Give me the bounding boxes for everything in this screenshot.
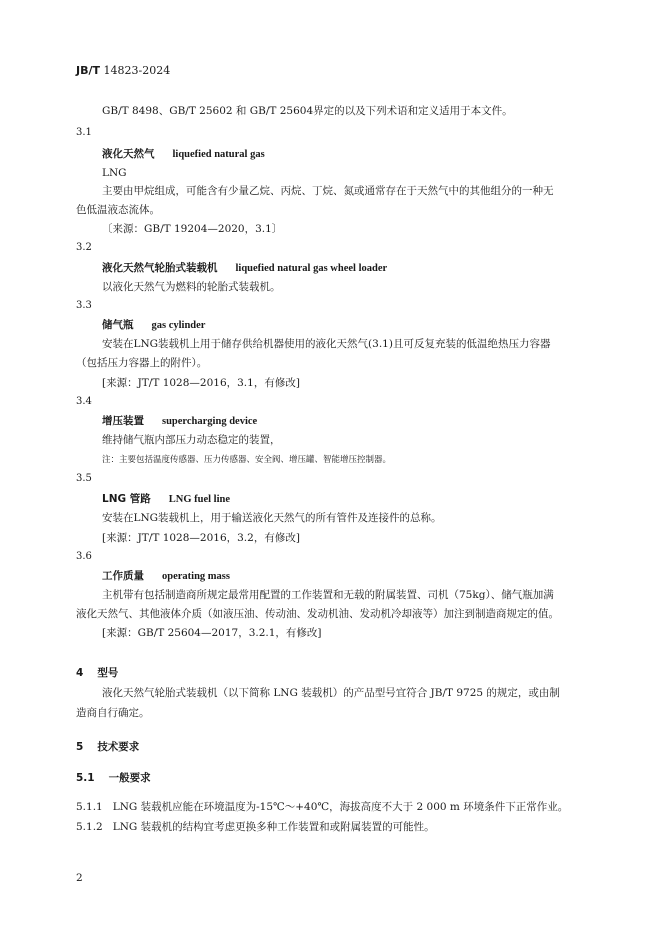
term-source: [来源：JT/T 1028—2016，3.2，有修改] (102, 532, 300, 544)
term-definition: 主要由甲烷组成，可能含有少量乙烷、丙烷、丁烷、氮或通常存在于天然气中的其他组分的一种无 (102, 185, 554, 197)
term-definition-cont: （包括压力容器上的附件）。 (76, 357, 208, 369)
term-heading: 液化天然气轮胎式装载机 liquefied natural gas wheel loader (102, 262, 388, 274)
term-source: [来源：JT/T 1028—2016，3.1，有修改] (102, 377, 300, 389)
term-number: 3.6 (76, 551, 92, 562)
term-heading: 液化天然气 liquefied natural gas (102, 148, 265, 160)
term-note: 注：主要包括温度传感器、压力传感器、安全阀、增压罐、智能增压控制器。 (102, 455, 392, 465)
term-number: 3.4 (76, 396, 92, 407)
term-definition: 安装在LNG装载机上，用于输送液化天然气的所有管件及连接件的总称。 (102, 512, 442, 524)
section-heading: 4 型号 (76, 667, 119, 679)
term-abbreviation: LNG (102, 167, 127, 179)
term-definition: 维持储气瓶内部压力动态稳定的装置， (102, 434, 281, 446)
section-paragraph: 液化天然气轮胎式装载机（以下简称 LNG 装载机）的产品型号宜符合 JB/T 9725 的规定，或由制 (102, 687, 560, 699)
clause: 5.1.1 LNG 装载机应能在环境温度为-15℃～+40℃，海拔高度不大于 2 000 m 环境条件下正常作业。 (76, 801, 569, 813)
term-number: 3.5 (76, 473, 92, 484)
section-paragraph-cont: 造商自行确定。 (76, 707, 150, 719)
page-number: 2 (76, 872, 83, 884)
term-definition: 主机带有包括制造商所规定最常用配置的工作装置和无载的附属装置、司机（75kg）、储气瓶加满 (102, 589, 554, 601)
subsection-heading: 5.1 一般要求 (76, 772, 151, 784)
clause: 5.1.2 LNG 装载机的结构宜考虑更换多种工作装置和或附属装置的可能性。 (76, 821, 435, 833)
intro-text: GB/T 8498、GB/T 25602 和 GB/T 25604界定的以及下列术语和定义适用于本文件。 (102, 105, 513, 117)
term-number: 3.3 (76, 300, 92, 311)
term-number: 3.2 (76, 242, 92, 253)
term-source: [来源：GB/T 25604—2017，3.2.1，有修改] (102, 627, 322, 639)
term-heading: 工作质量 operating mass (102, 570, 230, 582)
term-heading: 储气瓶 gas cylinder (102, 319, 206, 331)
term-heading: LNG 管路 LNG fuel line (102, 493, 231, 505)
term-definition-cont: 色低温液态流体。 (76, 204, 160, 216)
term-heading: 增压装置 supercharging device (102, 415, 258, 427)
term-number: 3.1 (76, 127, 92, 138)
term-definition-cont: 液化天然气、其他液体介质（如液压油、传动油、发动机油、发动机冷却液等）加注到制造商规定的值。 (76, 608, 559, 620)
term-definition: 安装在LNG装载机上用于储存供给机器使用的液化天然气(3.1)且可反复充装的低温绝热压力容器 (102, 338, 551, 350)
term-source: 〔来源：GB/T 19204—2020，3.1〕 (102, 223, 283, 235)
term-definition: 以液化天然气为燃料的轮胎式装载机。 (102, 281, 281, 293)
standard-header: JB/T 14823-2024 (76, 64, 171, 77)
section-heading: 5 技术要求 (76, 741, 140, 753)
